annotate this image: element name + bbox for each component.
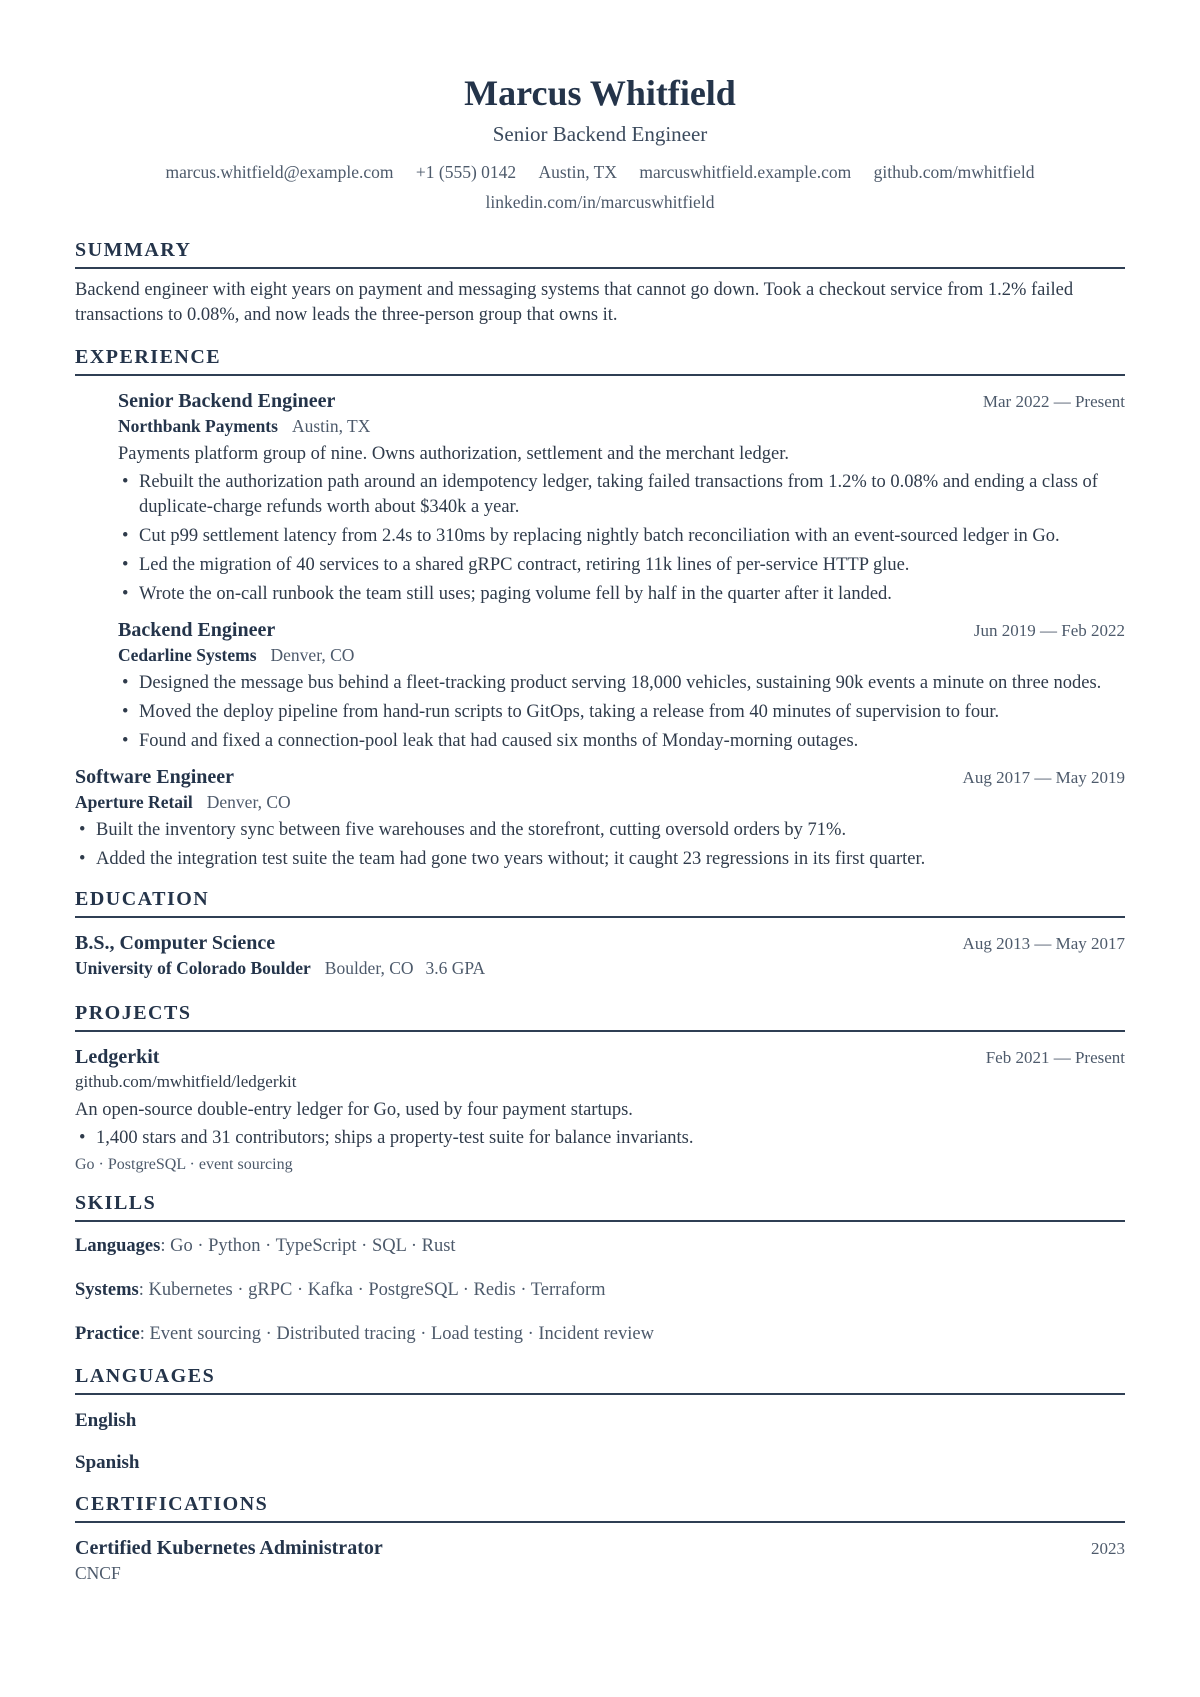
list-item: • Led the migration of 40 services to a shared gRPC contract, retiring 11k lines of per-service HTTP glue. [118, 553, 1125, 578]
list-item: • 1,400 stars and 31 contributors; ships a property-test suite for balance invariants. [75, 1126, 1125, 1151]
language-item: English [75, 1410, 137, 1431]
project-description: An open-source double-entry ledger for Go, used by four payment startups. [75, 1100, 633, 1120]
bullet-icon: • [122, 472, 129, 492]
languages-heading: LANGUAGES [75, 1363, 1125, 1395]
job-title: Software Engineer [75, 766, 235, 788]
list-item: • Moved the deploy pipeline from hand-run scripts to GitOps, taking a release from 40 minutes of supervision to four. [118, 700, 1125, 725]
list-item: • Built the inventory sync between five warehouses and the storefront, cutting oversold orders by 71%. [75, 818, 1125, 843]
skill-row [75, 1278, 1125, 1303]
education-dates: Aug 2013 — May 2017 [962, 934, 1125, 953]
bullet-icon: • [122, 731, 129, 751]
summary-section [75, 237, 1125, 328]
skills-heading: SKILLS [75, 1190, 1125, 1222]
skills-section [75, 1190, 1125, 1347]
bullet-icon: • [122, 526, 129, 546]
project-name: Ledgerkit [75, 1046, 160, 1068]
bullet-icon: • [122, 702, 129, 722]
list-item: • Cut p99 settlement latency from 2.4s to 310ms by replacing nightly batch reconciliation with an event-sourced ledger in Go. [118, 524, 1125, 549]
certification-entry [75, 1535, 1125, 1585]
skill-label: Languages [75, 1236, 161, 1256]
contact-phone[interactable]: +1 (555) 0142 [415, 162, 517, 182]
list-item: • Added the integration test suite the team had gone two years without; it caught 23 regressions in its first quarter. [75, 847, 1125, 872]
bullet-icon: • [79, 849, 86, 869]
certifications-heading: CERTIFICATIONS [75, 1491, 1125, 1523]
experience-entry [75, 388, 1125, 607]
company-name: Northbank Payments [118, 416, 278, 436]
contact-linkedin[interactable]: linkedin.com/in/marcuswhitfield [485, 192, 715, 212]
degree-title: B.S., Computer Science [75, 932, 276, 954]
experience-heading: EXPERIENCE [75, 344, 1125, 376]
skill-items: : Event sourcing · Distributed tracing · Load testing · Incident review [139, 1324, 654, 1344]
list-item: • Designed the message bus behind a fleet-tracking product serving 18,000 vehicles, sustaining 90k events a minute on three nodes. [118, 671, 1125, 696]
project-tags: Go · PostgreSQL · event sourcing [75, 1156, 293, 1173]
languages-section [75, 1363, 1125, 1475]
company-name: Aperture Retail [75, 792, 193, 812]
summary-heading: SUMMARY [75, 237, 1125, 269]
skill-label: Systems [75, 1280, 139, 1300]
bullet-icon: • [122, 673, 129, 693]
education-entry [75, 930, 1125, 980]
candidate-headline: Senior Backend Engineer [492, 122, 708, 146]
certification-issuer: CNCF [75, 1563, 121, 1583]
school-name: University of Colorado Boulder [75, 958, 311, 978]
gpa-value: 3.6 GPA [425, 958, 486, 978]
experience-section [75, 344, 1125, 872]
job-bullets [75, 818, 1125, 872]
contact-github[interactable]: github.com/mwhitfield [873, 162, 1035, 182]
contact-line [120, 157, 1080, 217]
job-bullets [118, 470, 1125, 607]
contact-website[interactable]: marcuswhitfield.example.com [639, 162, 852, 182]
education-heading: EDUCATION [75, 886, 1125, 918]
projects-heading: PROJECTS [75, 1000, 1125, 1032]
job-location: Denver, CO [206, 792, 291, 812]
school-location: Boulder, CO [324, 958, 414, 978]
bullet-icon: • [79, 1128, 86, 1148]
experience-entry [75, 617, 1125, 754]
list-item: • Found and fixed a connection-pool leak that had caused six months of Monday-morning outages. [118, 729, 1125, 754]
contact-location: Austin, TX [538, 162, 617, 182]
certification-year: 2023 [1091, 1539, 1125, 1558]
certification-name: Certified Kubernetes Administrator [75, 1537, 383, 1559]
summary-text: Backend engineer with eight years on payment and messaging systems that cannot go down. Took a checkout service from 1.2% failed transactions to 0.08%, and now leads the three-person group that owns it. [75, 280, 1074, 325]
company-name: Cedarline Systems [118, 645, 257, 665]
project-dates: Feb 2021 — Present [985, 1048, 1125, 1067]
bullet-icon: • [122, 584, 129, 604]
skill-items: : Kubernetes · gRPC · Kafka · PostgreSQL · Redis · Terraform [138, 1280, 606, 1300]
job-dates: Jun 2019 — Feb 2022 [973, 621, 1125, 640]
skill-row [75, 1234, 1125, 1259]
projects-section [75, 1000, 1125, 1176]
contact-email[interactable]: marcus.whitfield@example.com [165, 162, 394, 182]
candidate-name: Marcus Whitfield [464, 73, 736, 113]
bullet-icon: • [79, 820, 86, 840]
education-section [75, 886, 1125, 980]
job-location: Austin, TX [291, 416, 371, 436]
job-title: Backend Engineer [118, 619, 276, 641]
resume-header [75, 0, 1125, 217]
job-description: Payments platform group of nine. Owns authorization, settlement and the merchant ledger. [118, 444, 789, 464]
project-entry [75, 1044, 1125, 1176]
list-item: • Wrote the on-call runbook the team still uses; paging volume fell by half in the quarter after it landed. [118, 582, 1125, 607]
certifications-section [75, 1491, 1125, 1585]
list-item: • Rebuilt the authorization path around an idempotency ledger, taking failed transactions from 1.2% to 0.08% and ending a class of duplicate-charge refunds worth about $340k a year. [122, 472, 1098, 517]
job-dates: Mar 2022 — Present [982, 392, 1125, 411]
project-link[interactable]: github.com/mwhitfield/ledgerkit [75, 1072, 297, 1091]
project-bullets [75, 1126, 1125, 1151]
skill-items: : Go · Python · TypeScript · SQL · Rust [160, 1236, 456, 1256]
skill-label: Practice [75, 1324, 140, 1344]
job-title: Senior Backend Engineer [118, 390, 336, 412]
job-dates: Aug 2017 — May 2019 [962, 768, 1125, 787]
bullet-icon: • [122, 555, 129, 575]
language-item: Spanish [75, 1452, 140, 1473]
skill-row [75, 1322, 1125, 1347]
experience-entry [75, 764, 1125, 872]
job-location: Denver, CO [270, 645, 355, 665]
job-bullets [118, 671, 1125, 754]
